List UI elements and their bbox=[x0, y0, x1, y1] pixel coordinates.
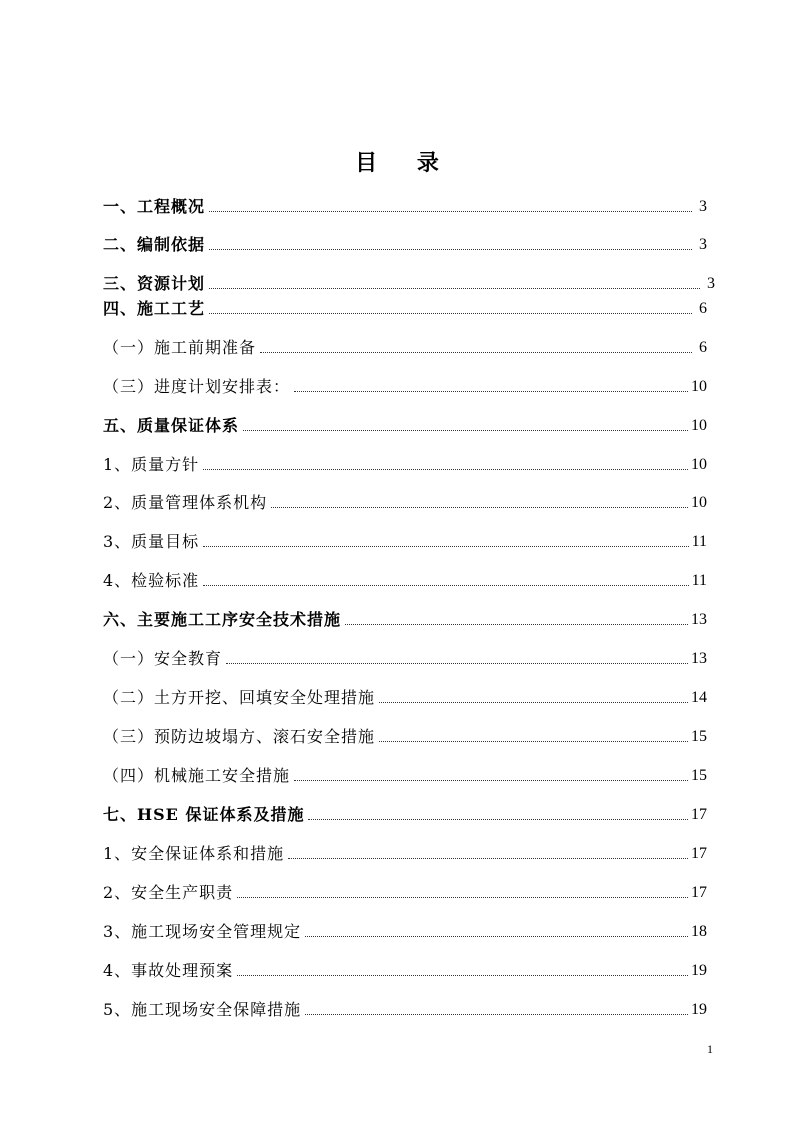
toc-entry-page: 11 bbox=[691, 572, 707, 589]
toc-entry bbox=[103, 530, 707, 554]
toc-entry bbox=[103, 375, 707, 399]
toc-entry-page: 10 bbox=[691, 417, 707, 434]
toc-leader-dots bbox=[203, 469, 688, 470]
toc-leader-dots bbox=[237, 975, 688, 976]
toc-leader-dots bbox=[243, 430, 688, 431]
toc-leader-dots bbox=[226, 663, 688, 664]
toc-entry-label: 1、安全保证体系和措施 bbox=[103, 844, 285, 863]
toc-entry-label: 二、编制依据 bbox=[103, 235, 206, 254]
toc-entry-page: 14 bbox=[691, 689, 707, 706]
toc-entry-label: （二）土方开挖、回填安全处理措施 bbox=[103, 688, 376, 707]
toc-entry bbox=[103, 647, 707, 671]
toc-entry-page: 10 bbox=[691, 494, 707, 511]
toc-entry-page: 6 bbox=[699, 300, 707, 317]
toc-leader-dots bbox=[271, 507, 688, 508]
toc-entry-label: 4、检验标准 bbox=[103, 571, 200, 590]
toc-entry-page: 15 bbox=[691, 728, 707, 745]
toc-leader-dots bbox=[203, 546, 688, 547]
toc-entry bbox=[103, 725, 707, 749]
toc-entry bbox=[103, 297, 707, 321]
toc-leader-dots bbox=[209, 249, 692, 250]
toc-entry-label: 一、工程概况 bbox=[103, 197, 206, 216]
toc-entry-label: （一）施工前期准备 bbox=[103, 338, 257, 357]
toc-entry bbox=[103, 569, 707, 593]
toc-entry bbox=[103, 608, 707, 632]
toc-leader-dots bbox=[209, 288, 700, 289]
toc-leader-dots bbox=[294, 780, 688, 781]
toc-entry-label: （四）机械施工安全措施 bbox=[103, 766, 291, 785]
toc-entry bbox=[103, 920, 707, 944]
toc-leader-dots bbox=[345, 624, 688, 625]
toc-leader-dots bbox=[260, 352, 692, 353]
toc-leader-dots bbox=[305, 936, 688, 937]
toc-title: 目 录 bbox=[355, 150, 455, 176]
toc-entry-label: 六、主要施工工序安全技术措施 bbox=[103, 610, 342, 629]
toc-leader-dots bbox=[203, 585, 688, 586]
toc-entry bbox=[103, 842, 707, 866]
toc-entry-label: 3、施工现场安全管理规定 bbox=[103, 922, 302, 941]
toc-entry-label: 4、事故处理预案 bbox=[103, 961, 234, 980]
toc-entry bbox=[103, 233, 707, 257]
toc-entry-page: 17 bbox=[691, 845, 707, 862]
toc-entry-page: 3 bbox=[699, 198, 707, 215]
toc-entry-page: 17 bbox=[691, 884, 707, 901]
toc-entry-label: 五、质量保证体系 bbox=[103, 416, 240, 435]
toc-leader-dots bbox=[288, 858, 688, 859]
toc-entry bbox=[103, 336, 707, 360]
toc-entry-label: 1、质量方针 bbox=[103, 455, 200, 474]
toc-entry-page: 3 bbox=[707, 275, 715, 292]
toc-entry-page: 10 bbox=[691, 378, 707, 395]
toc-entry bbox=[103, 195, 707, 219]
toc-entry bbox=[103, 764, 707, 788]
toc-entry bbox=[103, 491, 707, 515]
toc-entry-page: 10 bbox=[691, 456, 707, 473]
toc-leader-dots bbox=[308, 819, 688, 820]
toc-entry-page: 17 bbox=[691, 806, 707, 823]
toc-entry bbox=[103, 959, 707, 983]
toc-entry-page: 19 bbox=[691, 962, 707, 979]
toc-entry-page: 3 bbox=[699, 236, 707, 253]
toc-entry-page: 13 bbox=[691, 650, 707, 667]
toc-leader-dots bbox=[305, 1014, 688, 1015]
toc-entry-label: （三）预防边坡塌方、滚石安全措施 bbox=[103, 727, 376, 746]
toc-entry-page: 18 bbox=[691, 923, 707, 940]
toc-entry bbox=[103, 453, 707, 477]
toc-entry-label: 四、施工工艺 bbox=[103, 299, 206, 318]
toc-entry-page: 6 bbox=[699, 339, 707, 356]
toc-entry-label: 2、质量管理体系机构 bbox=[103, 493, 268, 512]
toc-entry-page: 13 bbox=[691, 611, 707, 628]
toc-entry-label: （一）安全教育 bbox=[103, 649, 223, 668]
toc-entry bbox=[103, 686, 707, 710]
page-number: 1 bbox=[707, 1042, 713, 1056]
toc-leader-dots bbox=[379, 702, 688, 703]
toc-entry bbox=[103, 414, 707, 438]
toc-entry-label: 三、资源计划 bbox=[103, 274, 206, 293]
toc-entry-label: 2、安全生产职责 bbox=[103, 883, 234, 902]
toc-entry-page: 11 bbox=[691, 533, 707, 550]
toc-leader-dots bbox=[237, 897, 688, 898]
toc-leader-dots bbox=[379, 741, 688, 742]
toc-entry bbox=[103, 881, 707, 905]
toc-leader-dots bbox=[209, 313, 692, 314]
toc-entry bbox=[103, 998, 707, 1022]
toc-entry-label: 3、质量目标 bbox=[103, 532, 200, 551]
toc-leader-dots bbox=[209, 211, 692, 212]
toc-entry-page: 15 bbox=[691, 767, 707, 784]
toc-entry-label: （三）进度计划安排表： bbox=[103, 377, 291, 396]
toc-entry-label: 5、施工现场安全保障措施 bbox=[103, 1000, 302, 1019]
toc-leader-dots bbox=[294, 391, 688, 392]
toc-entry bbox=[103, 272, 715, 296]
toc-entry-page: 19 bbox=[691, 1001, 707, 1018]
toc-entry-label: 七、HSE 保证体系及措施 bbox=[103, 805, 305, 824]
toc-entry bbox=[103, 803, 707, 827]
